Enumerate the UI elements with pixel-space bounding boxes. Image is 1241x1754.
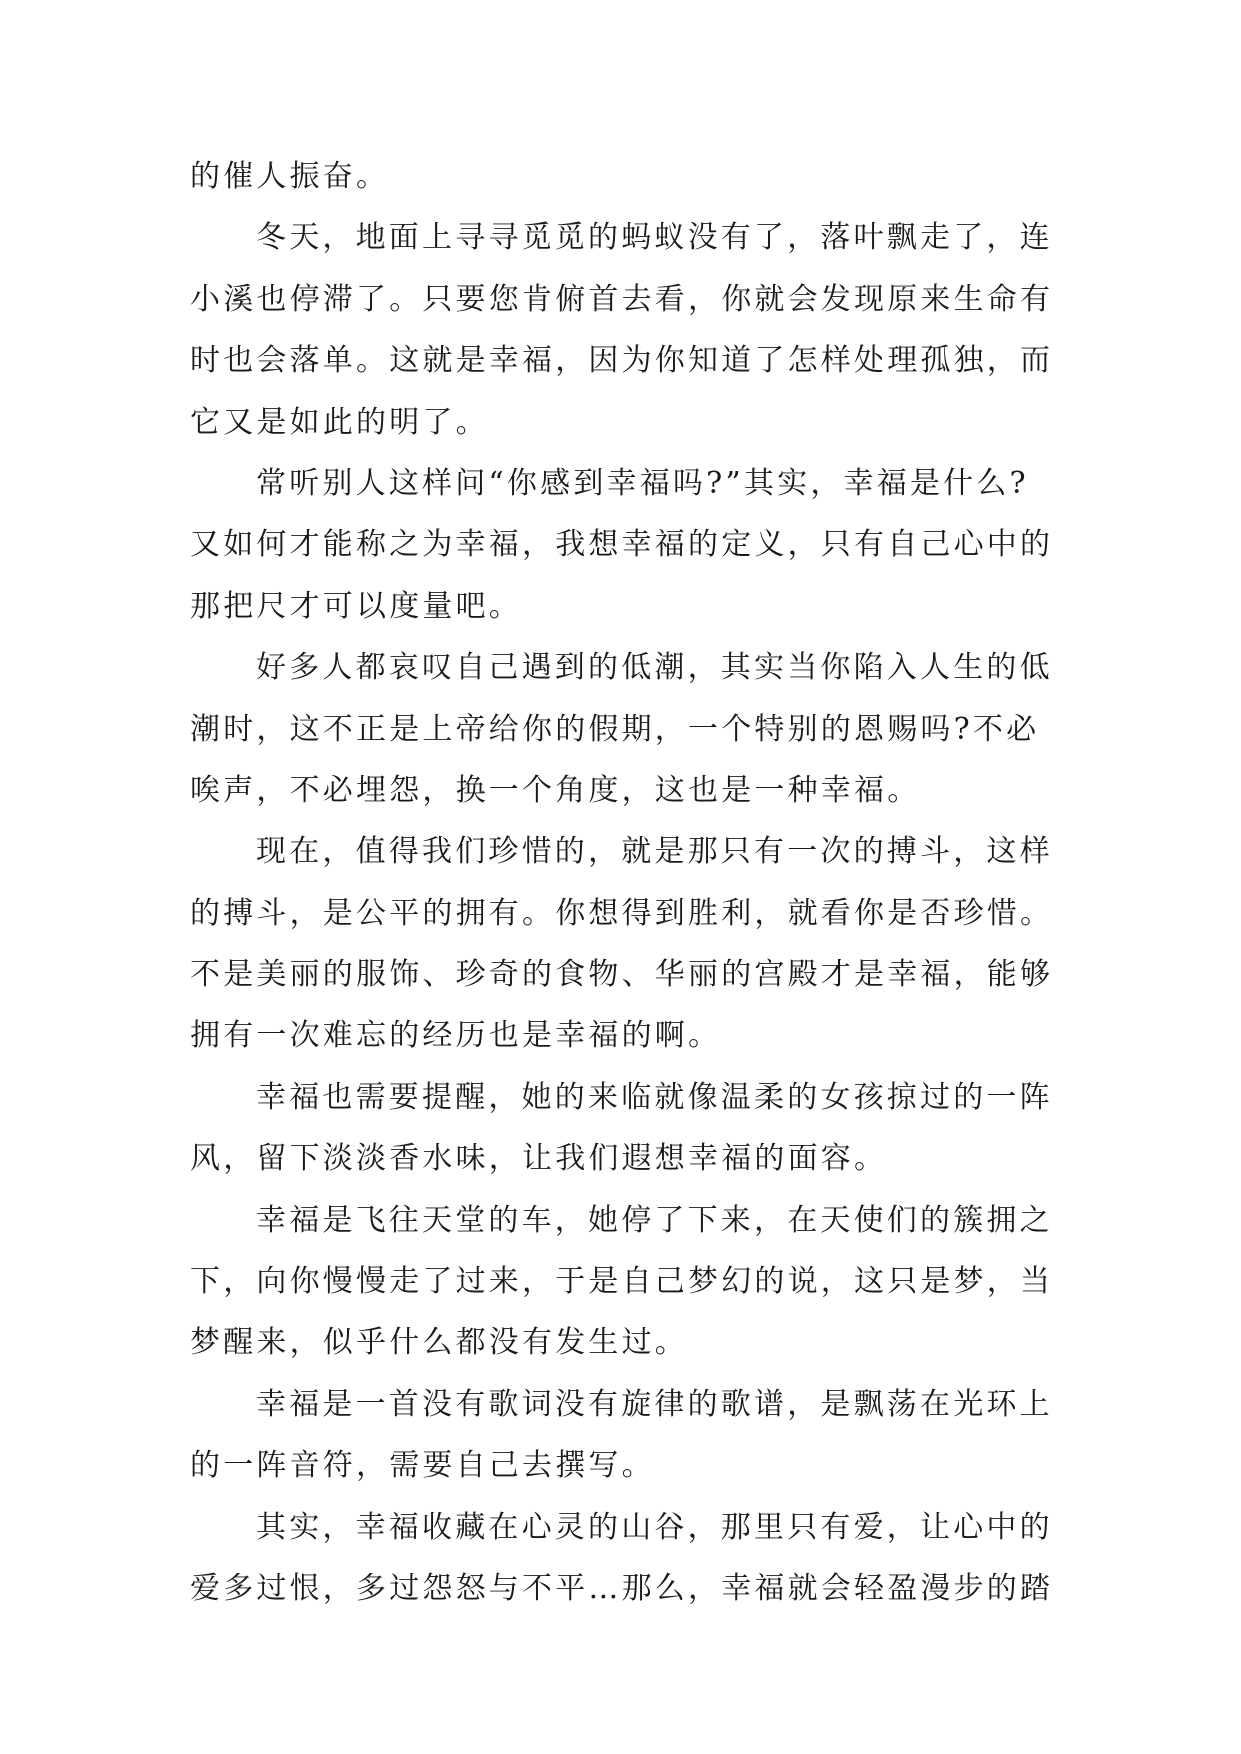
- paragraph-first-line: 现在，值得我们珍惜的，就是那只有一次的搏斗，这样: [256, 834, 1053, 870]
- paragraph-first-line: 幸福是一首没有歌词没有旋律的歌谱，是飘荡在光环上: [256, 1386, 1053, 1422]
- text-line: 那把尺才可以度量吧。: [190, 588, 522, 624]
- text-line: 小溪也停滞了。只要您肯俯首去看，你就会发现原来生命有: [190, 281, 1054, 317]
- paragraph-first-line: 幸福也需要提醒，她的来临就像温柔的女孩掠过的一阵: [256, 1079, 1053, 1115]
- text-line: 爱多过恨，多过怨怒与不平…那么，幸福就会轻盈漫步的踏: [190, 1570, 1054, 1606]
- text-line: 的搏斗，是公平的拥有。你想得到胜利，就看你是否珍惜。: [190, 895, 1054, 931]
- text-line: 的催人振奋。: [190, 159, 390, 194]
- text-line: 风，留下淡淡香水味，让我们遐想幸福的面容。: [190, 1141, 888, 1177]
- text-line: 的一阵音符，需要自己去撰写。: [190, 1448, 655, 1484]
- text-line: 它又是如此的明了。: [190, 404, 489, 440]
- paragraph-first-line: 冬天，地面上寻寻觅觅的蚂蚁没有了，落叶飘走了，连: [256, 220, 1053, 256]
- document-body: [190, 146, 1060, 1619]
- text-line: 潮时，这不正是上帝给你的假期，一个特别的恩赐吗?不必: [190, 711, 1040, 747]
- paragraph-first-line: 好多人都哀叹自己遇到的低潮，其实当你陷入人生的低: [256, 650, 1053, 686]
- text-line: 下，向你慢慢走了过来，于是自己梦幻的说，这只是梦，当: [190, 1264, 1054, 1300]
- paragraph-first-line: 其实，幸福收藏在心灵的山谷，那里只有爱，让心中的: [256, 1509, 1053, 1545]
- text-line: 拥有一次难忘的经历也是幸福的啊。: [190, 1018, 722, 1054]
- text-line: 唉声，不必埋怨，换一个角度，这也是一种幸福。: [190, 772, 921, 808]
- text-line: 又如何才能称之为幸福，我想幸福的定义，只有自己心中的: [190, 527, 1054, 563]
- text-line: 梦醒来，似乎什么都没有发生过。: [190, 1325, 688, 1361]
- paragraph-first-line: 幸福是飞往天堂的车，她停了下来，在天使们的簇拥之: [256, 1202, 1053, 1238]
- text-line: 时也会落单。这就是幸福，因为你知道了怎样处理孤独，而: [190, 343, 1054, 379]
- paragraph-first-line: 常听别人这样问“你感到幸福吗?”其实，幸福是什么?: [256, 465, 1029, 501]
- text-line: 不是美丽的服饰、珍奇的食物、华丽的宫殿才是幸福，能够: [190, 957, 1054, 993]
